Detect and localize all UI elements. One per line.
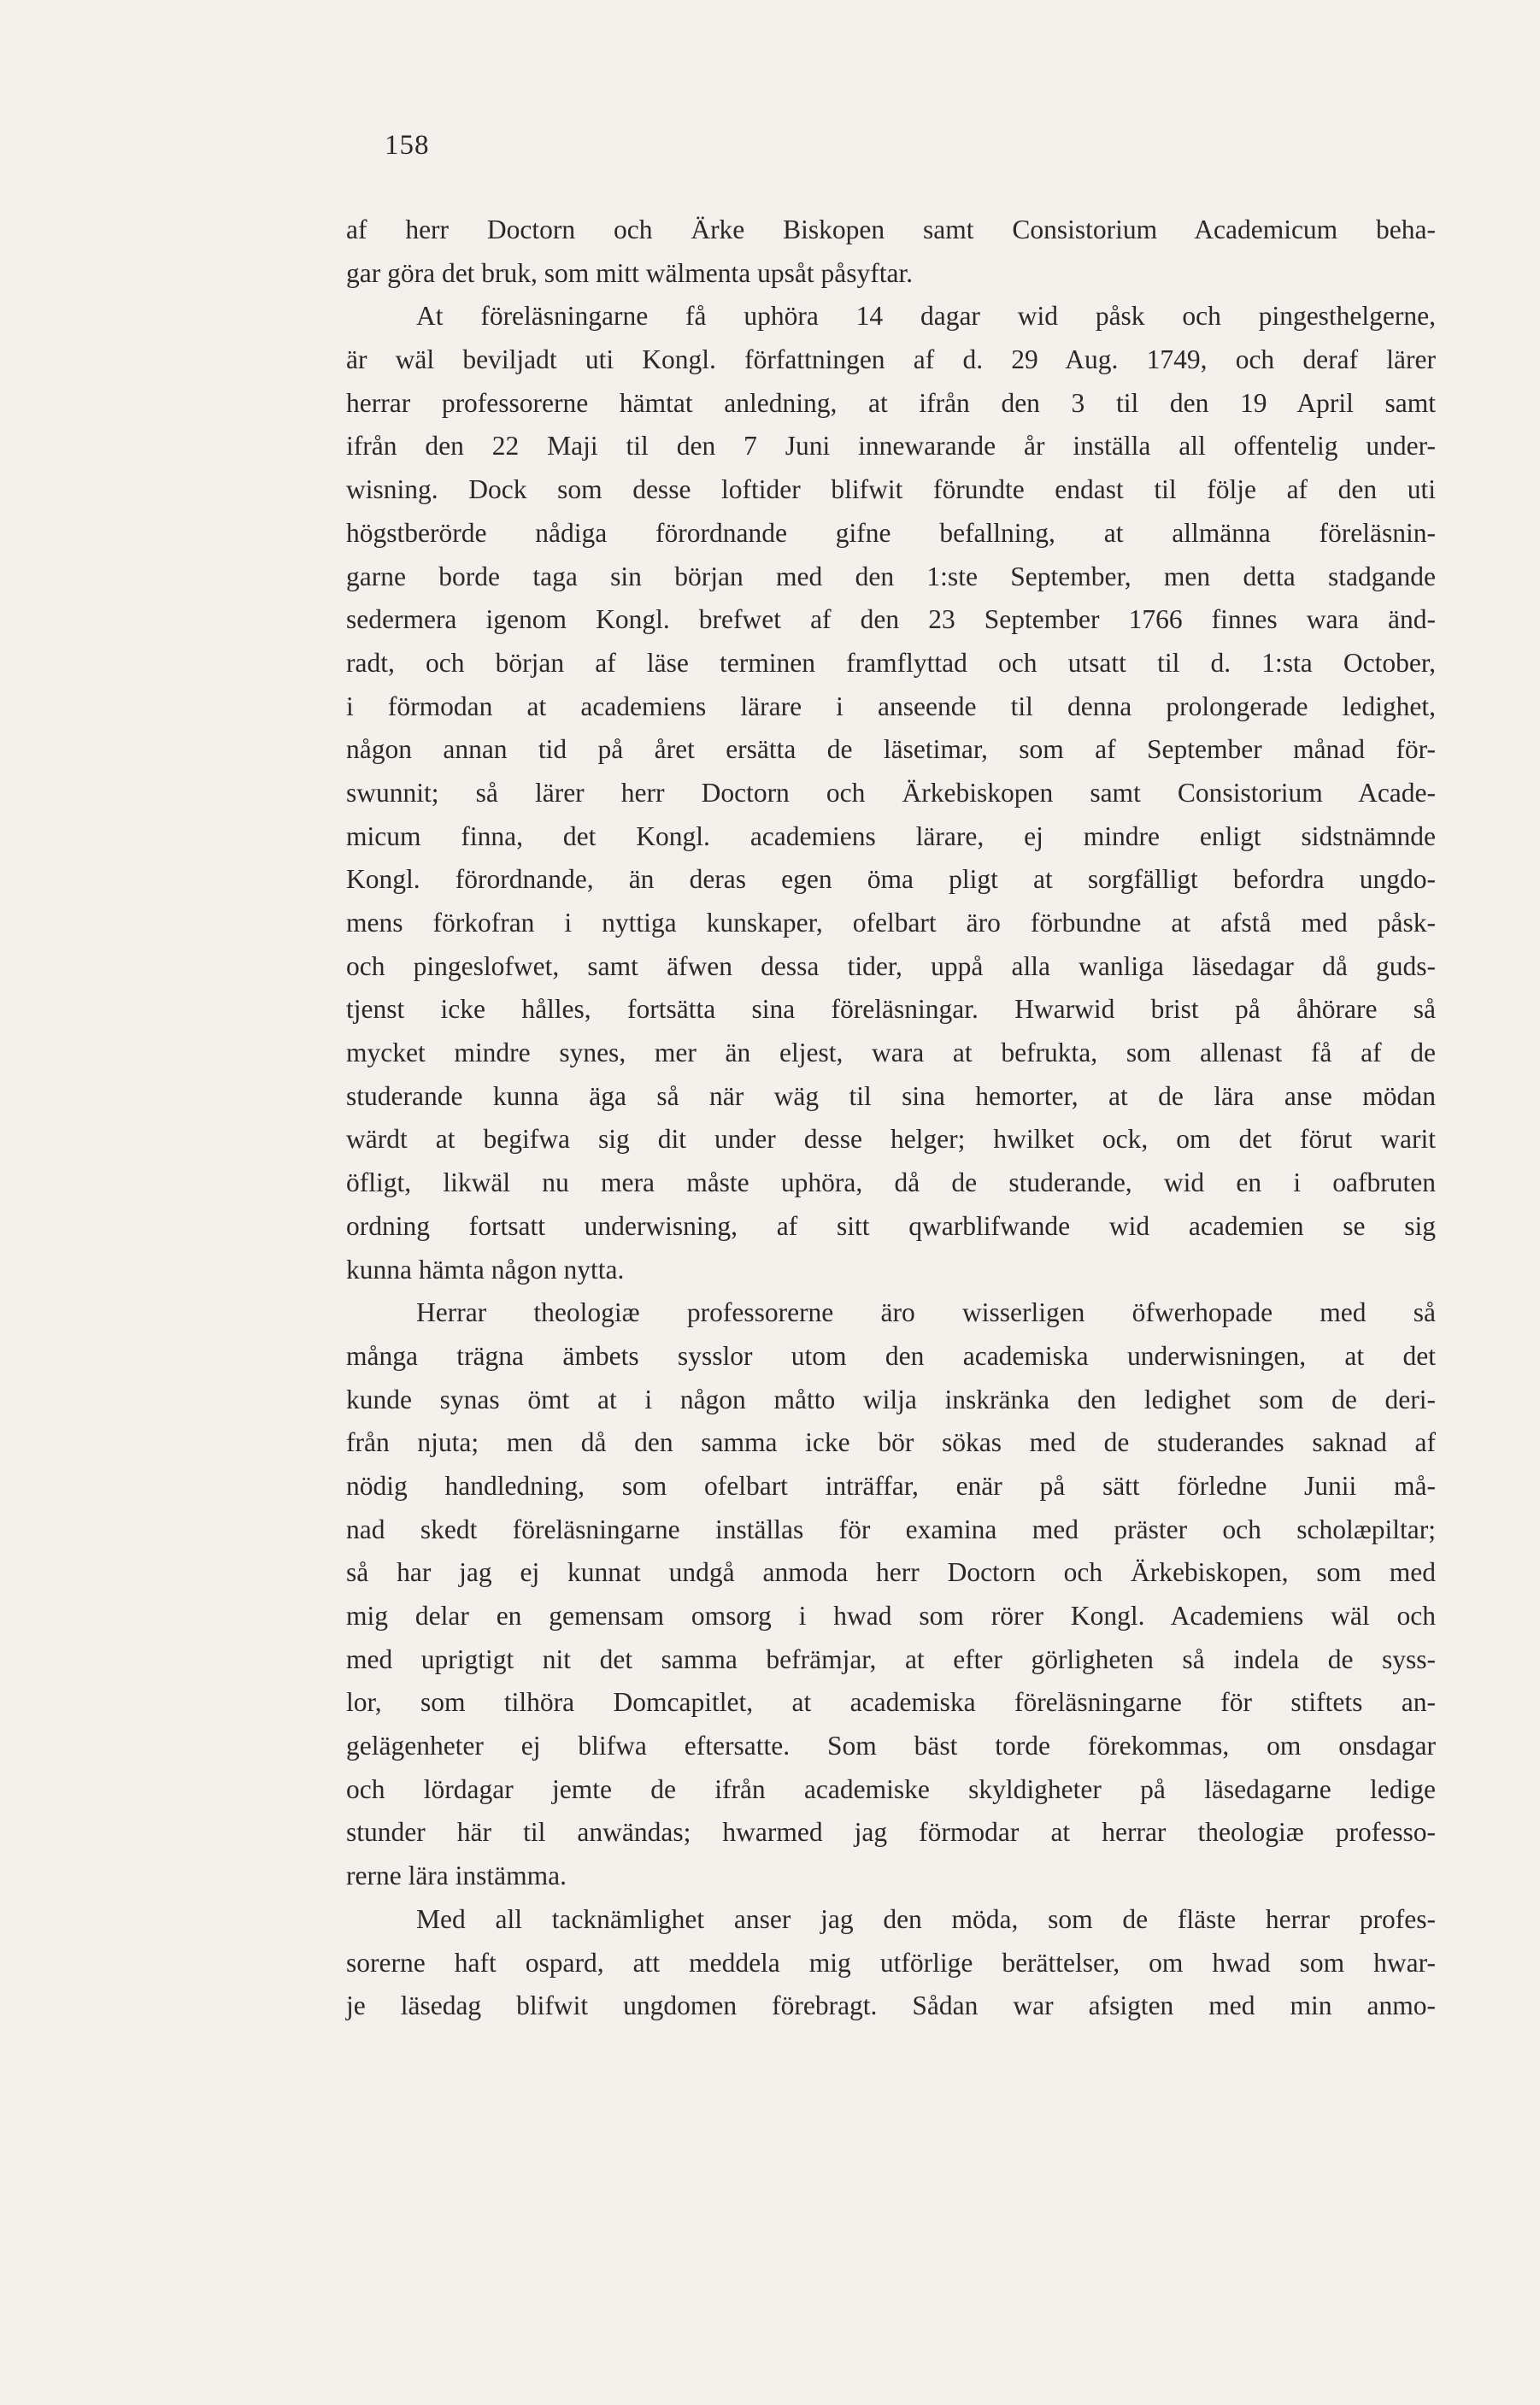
text-line: sedermera igenom Kongl. brefwet af den 23 September 1766 finnes wara änd- [346, 604, 1436, 635]
text-line: lor, som tilhöra Domcapitlet, at academiska föreläsningarne för stiftets an- [346, 1687, 1436, 1718]
text-line: radt, och början af läse terminen framflyttad och utsatt til d. 1:sta October, [346, 647, 1436, 678]
text-line: sorerne haft ospard, att meddela mig utförlige berättelser, om hwad som hwar- [346, 1947, 1436, 1978]
text-line: nödig handledning, som ofelbart inträffar, enär på sätt förledne Junii må- [346, 1470, 1436, 1501]
text-line: Herrar theologiæ professorerne äro wisserligen öfwerhopade med så [416, 1297, 1436, 1328]
text-line: je läsedag blifwit ungdomen förebragt. Sådan war afsigten med min anmo- [346, 1990, 1436, 2021]
text-line: kunna hämta någon nytta. [346, 1254, 625, 1285]
page-number: 158 [385, 130, 430, 161]
text-line: af herr Doctorn och Ärke Biskopen samt Consistorium Academicum beha- [346, 215, 1436, 244]
text-line: högstberörde nådiga förordnande gifne befallning, at allmänna föreläsnin- [346, 517, 1436, 548]
text-line: så har jag ej kunnat undgå anmoda herr Doctorn och Ärkebiskopen, som med [346, 1557, 1436, 1588]
text-line: Kongl. förordnande, än deras egen öma pligt at sorgfälligt befordra ungdo- [346, 864, 1436, 895]
text-line: wärdt at begifwa sig dit under desse helger; hwilket ock, om det förut warit [346, 1124, 1436, 1155]
text-line: och pingeslofwet, samt äfwen dessa tider, uppå alla wanliga läsedagar då guds- [346, 950, 1436, 981]
text-line: swunnit; så lärer herr Doctorn och Ärkebiskopen samt Consistorium Acade- [346, 777, 1436, 808]
text-line: kunde synas ömt at i någon måtto wilja inskränka den ledighet som de deri- [346, 1384, 1436, 1414]
text-line: Med all tacknämlighet anser jag den möda, som de fläste herrar profes- [416, 1903, 1436, 1934]
text-line: studerande kunna äga så när wäg til sina hemorter, at de lära anse mödan [346, 1080, 1436, 1111]
text-line: micum finna, det Kongl. academiens lärare, ej mindre enligt sidstnämnde [346, 820, 1436, 851]
text-line: och lördagar jemte de ifrån academiske skyldigheter på läsedagarne ledige [346, 1773, 1436, 1804]
text-line: wisning. Dock som desse loftider blifwit förundte endast til följe af den uti [346, 474, 1436, 505]
text-line: öfligt, likwäl nu mera måste uphöra, då de studerande, wid en i oafbruten [346, 1167, 1436, 1198]
text-line: mens förkofran i nyttiga kunskaper, ofelbart äro förbundne at afstå med påsk- [346, 908, 1436, 938]
text-line: i förmodan at academiens lärare i anseende til denna prolongerade ledighet, [346, 691, 1436, 721]
text-line: herrar professorerne hämtat anledning, at ifrån den 3 til den 19 April samt [346, 387, 1436, 418]
text-line: mycket mindre synes, mer än eljest, wara at befrukta, som allenast få af de [346, 1038, 1436, 1068]
text-line: många trägna ämbets sysslor utom den academiska underwisningen, at det [346, 1340, 1436, 1371]
text-line: är wäl beviljadt uti Kongl. författningen af d. 29 Aug. 1749, och deraf lärer [346, 344, 1436, 375]
text-line: ifrån den 22 Maji til den 7 Juni innewarande år inställa all offentelig under- [346, 431, 1436, 462]
text-line: At föreläsningarne få uphöra 14 dagar wid påsk och pingesthelgerne, [416, 301, 1436, 332]
text-line: gelägenheter ej blifwa eftersatte. Som bäst torde förekommas, om onsdagar [346, 1731, 1436, 1761]
text-line: med uprigtigt nit det samma befrämjar, at efter görligheten så indela de syss- [346, 1644, 1436, 1674]
text-line: någon annan tid på året ersätta de läsetimar, som af September månad för- [346, 734, 1436, 765]
text-line: tjenst icke hålles, fortsätta sina föreläsningar. Hwarwid brist på åhörare så [346, 994, 1436, 1025]
text-line: ordning fortsatt underwisning, af sitt qwarblifwande wid academien se sig [346, 1210, 1436, 1241]
text-line: garne borde taga sin början med den 1:ste September, men detta stadgande [346, 561, 1436, 591]
text-line: gar göra det bruk, som mitt wälmenta upsåt påsyftar. [346, 257, 914, 288]
text-line: mig delar en gemensam omsorg i hwad som rörer Kongl. Academiens wäl och [346, 1601, 1436, 1631]
text-line: från njuta; men då den samma icke bör sökas med de studerandes saknad af [346, 1427, 1436, 1458]
body-text [346, 209, 1436, 2028]
text-line: stunder här til anwändas; hwarmed jag förmodar at herrar theologiæ professo- [346, 1817, 1436, 1848]
text-line: nad skedt föreläsningarne inställas för examina med präster och scholæpiltar; [346, 1514, 1436, 1544]
text-line: rerne lära instämma. [346, 1861, 567, 1891]
